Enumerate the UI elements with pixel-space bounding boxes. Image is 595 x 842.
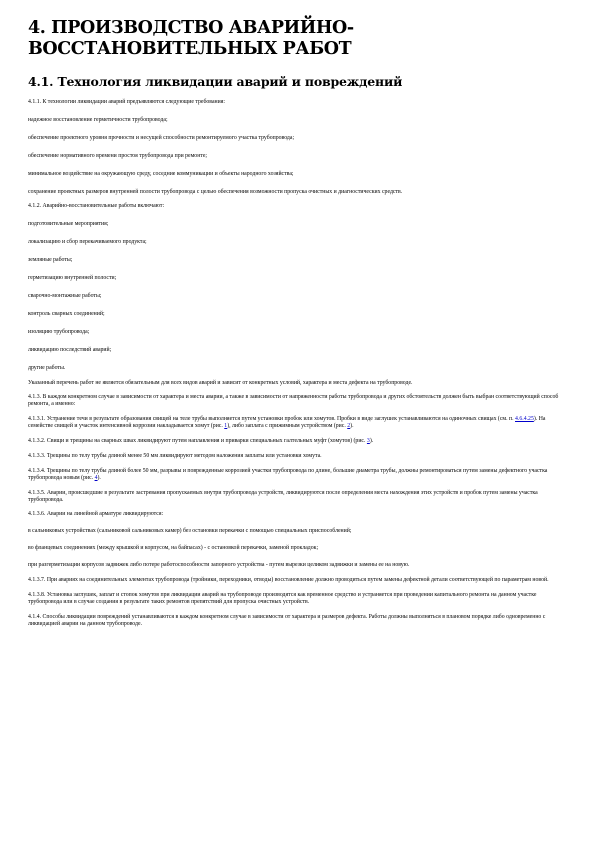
paragraph [28,365,569,372]
paragraph [28,453,569,460]
paragraph-text: Указанный перечень работ не является обязательным для всех видов аварий и зависит от конкретных условий, характера и места дефекта на трубопроводе. [28,379,413,386]
paragraph-text: сохранение проектных размеров внутренней полости трубопровода с целью обеспечения возможности пропуска очистных и диагностических средств. [28,188,403,195]
paragraph [28,577,569,584]
paragraph-text: обеспечение нормативного времени простоя трубопровода при ремонте; [28,152,208,159]
paragraph [28,203,569,210]
paragraph-text: обеспечение проектного уровня прочности и несущей способности ремонтируемого участка трубопровода; [28,134,295,141]
paragraph [28,592,569,606]
paragraph-text: подготовительные мероприятия; [28,221,109,228]
paragraph-text: герметизацию внутренней полости; [28,275,117,282]
cross-reference-link[interactable]: 4 [94,474,98,481]
paragraph-text: ), либо заплата с прижимным устройством (рис. [227,423,348,430]
paragraph-text: локализацию и сбор перекачиваемого продукта; [28,239,147,246]
paragraph-text: 4.1.3.7. При авариях на соединительных элементах трубопровода (тройники, переходники, отводы) восстановление должно проводиться путем замены дефектной детали соответствующей по параметрам новой. [28,577,549,584]
paragraph-text: контроль сварных соединений; [28,310,105,317]
paragraph [28,189,569,196]
paragraph [28,416,569,430]
paragraph-text: 4.1.4. Способы ликвидации повреждений устанавливаются в каждом конкретном случае в зависимости от характера и размеров дефекта. Работы должны выполняться в плановом порядке либо одновременно с ликвидацией аварии на данном трубопроводе. [28,613,546,627]
paragraph-text: земляные работы; [28,257,73,264]
paragraph [28,311,569,318]
paragraph-text: во фланцевых соединениях (между крышкой и корпусом, на байпасах) - с остановкой перекачки, заменой прокладок; [28,545,319,552]
cross-reference-link[interactable]: 4.6.4.25 [515,416,534,423]
paragraph [28,511,569,518]
paragraph [28,528,569,535]
cross-reference-link[interactable]: 3 [366,438,370,445]
paragraph-list [28,99,569,628]
paragraph [28,117,569,124]
paragraph-text: ликвидацию последствий аварий; [28,346,112,353]
paragraph-text: 4.1.1. К технологии ликвидации аварий предъявляются следующие требования: [28,99,226,105]
paragraph-text: изоляцию трубопровода; [28,328,90,335]
paragraph-text: при разгерметизации корпусов задвижек либо потере работоспособности запорного устройства - путем вырезки целиком задвижки и замены ее на новую. [28,562,410,569]
paragraph-text: 4.1.3.3. Трещины по телу трубы длиной менее 50 мм ликвидируют методом наложения заплаты или установки хомута. [28,452,322,459]
cross-reference-link[interactable]: 1 [224,423,228,430]
paragraph-text: в сальниковых устройствах (сальниковой сальниковых камер) без остановки перекачки с помощью специальных приспособлений; [28,528,352,535]
paragraph [28,221,569,228]
cross-reference-link[interactable]: 2 [347,423,351,430]
paragraph [28,293,569,300]
paragraph-text: 4.1.3.8. Установка заглушек, заплат и стопок хомутов при ликвидации аварий на трубопроводе производятся как временное средство и устраняется при проведении капитального ремонта на данном участке трубопровода или в случае создания в результате таких ремонтов препятствий для пропуска очистных устройств. [28,592,537,605]
paragraph [28,329,569,336]
paragraph-text: ). На семействе свищей и участок интенсивной коррозии накладывается хомут (рис. [28,416,546,430]
paragraph-text: надежное восстановление герметичности трубопровода; [28,116,168,123]
paragraph [28,171,569,178]
paragraph [28,394,569,408]
paragraph-text: сварочно-монтажные работы; [28,292,102,299]
paragraph-text: 4.1.3.6. Аварии на линейной арматуре ликвидируются: [28,511,164,518]
paragraph-text: ). [97,474,101,481]
paragraph-text: 4.1.3.5. Аварии, происшедшие в результате застревания пропускаемых внутри трубопровода устройств, ликвидируются после определения места нахождения этих устройств и пробок путем замены участка трубопровода. [28,489,538,503]
paragraph-text: ). [350,423,354,430]
paragraph-text: 4.1.3.2. Свищи и трещины на сварных швах ликвидируют путем наплавления и приварки специальных галтельных муфт (хомутов) (рис. [28,438,367,445]
paragraph [28,490,569,504]
paragraph [28,545,569,552]
paragraph-text: ). [369,438,374,445]
paragraph [28,438,569,445]
paragraph [28,275,569,282]
paragraph-text: 4.1.3. В каждом конкретном случае в зависимости от характера и места аварии, а также в зависимости от напряженности работы трубопровода и других обстоятельств должен быть выбран соответствующий способ ремонта, а именно: [28,394,559,408]
paragraph [28,468,569,482]
paragraph [28,257,569,264]
paragraph [28,614,569,628]
paragraph-text: 4.1.2. Аварийно-восстановительные работы включают: [28,203,165,210]
paragraph [28,347,569,354]
paragraph [28,153,569,160]
section-heading: 4. ПРОИЗВОДСТВО АВАРИЙНО-ВОССТАНОВИТЕЛЬНЫХ РАБОТ [28,18,354,59]
paragraph-text: минимальное воздействие на окружающую среду, соседние коммуникации и объекты народного хозяйства; [28,170,294,177]
paragraph [28,135,569,142]
paragraph [28,239,569,246]
subsection-heading: 4.1. Технология ликвидации аварий и повреждений [28,74,403,89]
paragraph-text: 4.1.3.1. Устранение течи в результате образования свищей на теле трубы выполняется путем установки пробок или хомутов. Пробки в виде заглушек устанавливаются на одиночных свищах (см. п. [28,416,516,423]
paragraph [28,99,569,106]
paragraph-text: другие работы. [28,364,66,371]
paragraph-text: 4.1.3.4. Трещины по телу трубы длиной более 50 мм, разрывы и поврежденные коррозией участки трубопровода по длине, большие диаметра трубы, должны ремонтироваться путем замены дефектного участка трубопровода новым (рис. [28,467,548,481]
paragraph [28,562,569,569]
paragraph [28,380,569,387]
